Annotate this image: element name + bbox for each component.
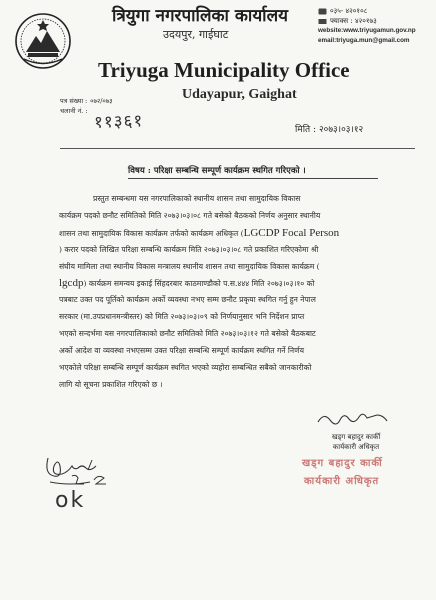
divider [60,148,415,149]
handwritten-initials [42,450,122,490]
municipality-logo [14,12,72,70]
focal-person-text: LGCDP Focal Person [243,226,340,239]
phone-icon [318,8,327,15]
signatory-name: खड्ग बहादुर कार्की [331,433,381,441]
patra-value: ०७२/०७३ [90,97,113,105]
body-line: लागि यो सूचना प्रकाशित गरिएको छ । [59,379,163,389]
body-line: सरकार (मा.उपप्रधानमन्त्रीस्तर) को मिति २०७३।०३।०९ को निर्णयानुसार भनि निर्देशन प्राप्त [59,312,305,322]
body-line: संघीय मामिला तथा स्थानीय विकास मन्त्रालय स्थानीय शासन तथा सामुदायिक विकास कार्यक्रम ( [59,261,320,271]
body-line [59,225,407,242]
chalani-handwritten-number: ११३६१ [93,111,144,133]
phone-row [318,6,434,16]
body-line: भएको सन्दर्भमा यस नगरपालिकाको छनौट समितिको मिति २०७३।०३।१२ गते बसेको बैठकबाट [59,329,316,339]
official-stamp [294,455,414,495]
handwritten-ok-note: ok [55,488,86,513]
body-line: कार्यक्रम पदको छनौट समितिको मिति २०७३।०३।०८ गते बसेको बैठकको निर्णय अनुसार स्थानीय [59,210,321,220]
phone-number: ०३५- ४२०१०८ [330,7,368,15]
body-line-text: ) कार्यक्रम समन्वय इकाई सिंहदरबार काठमाण्डौको प.स.४४४ मिति २०७३।०३।१० को [83,279,315,289]
date [295,122,363,135]
date-value: २०७३।०३।१२ [318,125,364,135]
subject-line: विषय : परिक्षा सम्बन्धि सम्पूर्ण कार्यक्रम स्थगित गरिएको । [128,165,378,179]
fax-row [318,16,434,26]
body-line: प्रस्तुत सम्बन्धमा यस नगरपालिकाको स्थानीय शासन तथा सामुदायिक विकास [93,194,301,203]
chalani-label: चलानी नं. : [60,107,88,115]
body-line: भएकोले परिक्षा सम्बन्धि सम्पूर्ण कार्यक्रम स्थगित भएको व्यहोरा सम्बन्धित सबैको जानकारीको [59,362,312,372]
signatory-designation: कार्यकारी अधिकृत [332,443,380,451]
fax-number: ४२०१७३ [354,17,377,25]
lgcdp-text: lgcdp [59,277,84,290]
website[interactable]: website:www.triyugamun.gov.np [318,27,416,34]
stamp-line-1: खड्ग बहादुर कार्की [302,458,383,469]
contact-block [318,6,434,46]
office-location-english: Udayapur, Gaighat [182,87,297,102]
stamp-line-2: कार्यकारी अधिकृत [304,476,380,487]
email[interactable]: email:triyuga.mun@gmail.com [318,37,410,44]
body-line-text: शासन तथा सामुदायिक विकास कार्यक्रम तर्फको कार्यक्रम अधिकृत ( [59,228,244,238]
body-line [59,275,407,292]
patra-label: पत्र संख्या : [60,97,88,105]
office-location-nepali: उदयपुर, गाईघाट [163,28,229,41]
body-line: ) करार पदको लिखित परिक्षा सम्बन्धि कार्यक्रम मिति २०७३।०३।०८ गते प्रकाशित गरिएकोमा श्री [59,244,319,254]
fax-icon [318,18,327,25]
office-title-nepali: त्रियुगा नगरपालिका कार्यालय [112,6,288,26]
body-line: अर्को आदेश वा व्यवस्था नभएसम्म उक्त परिक्षा सम्बन्धि सम्पूर्ण कार्यक्रम स्थगित गर्ने निर्णय [59,346,305,356]
fax-label: फ्याक्स : [330,17,353,25]
date-label: मिति : [295,125,317,135]
signatory-block [306,432,406,452]
office-title-english: Triyuga Municipality Office [98,58,350,82]
officer-signature [306,408,416,430]
body-line: पत्रबाट उक्त पद पूर्तिको कार्यक्रम अर्को व्यवस्था नभए सम्म छनौट प्रकृया स्थगित गर्नु हुन नेपाल [59,295,316,305]
letter-body [59,191,407,394]
